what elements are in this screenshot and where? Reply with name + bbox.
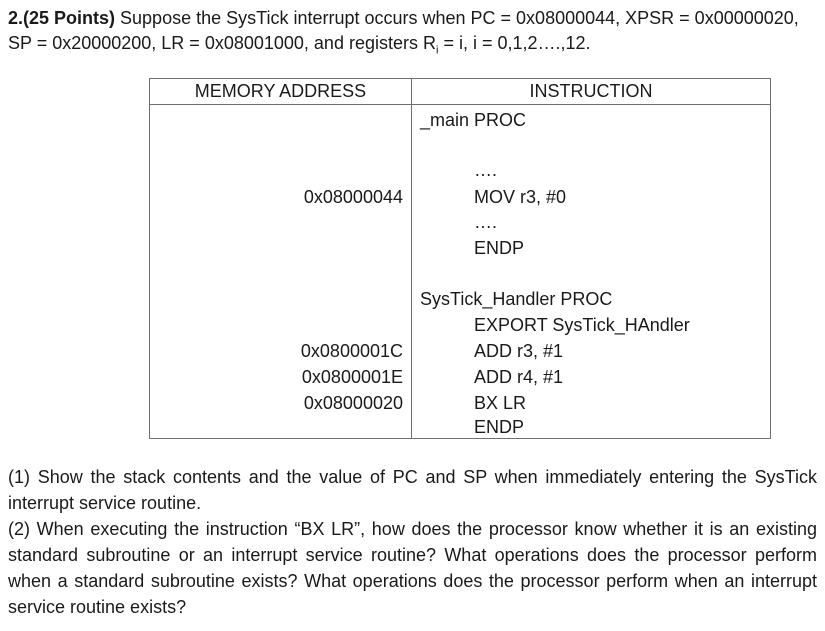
instruction-column — [412, 105, 771, 439]
instruction-line: SysTick_Handler PROC — [420, 289, 613, 309]
instruction-header: INSTRUCTION — [412, 79, 771, 105]
memory-address-header: MEMORY ADDRESS — [150, 79, 412, 105]
instruction-line: _main PROC — [420, 110, 527, 130]
address-cell: 0x08000044 — [303, 187, 403, 207]
address-cell: 0x0800001C — [300, 341, 403, 361]
instruction-line: ADD r3, #1 — [474, 341, 564, 361]
register-subscript: i — [435, 44, 439, 57]
table-header-row — [150, 79, 771, 105]
address-cell: 0x08000020 — [303, 393, 403, 413]
problem-text: Suppose the SysTick interrupt occurs when PC = 0x08000044, XPSR = 0x00000020, — [115, 8, 799, 28]
register-text-rest: = i, i = 0,1,2….,12. — [438, 33, 591, 53]
instruction-line: …. — [474, 160, 498, 180]
instruction-line: …. — [474, 212, 498, 232]
register-text: SP = 0x20000200, LR = 0x08001000, and registers R — [8, 33, 436, 53]
instruction-line: ENDP — [474, 238, 525, 258]
instruction-line: BX LR — [474, 393, 527, 413]
address-cell: 0x0800001E — [301, 367, 403, 387]
instruction-line: ENDP — [474, 417, 525, 437]
question-1: (1) Show the stack contents and the value of PC and SP when immediately entering the SysTick interrupt service routine. — [8, 467, 817, 513]
instruction-line: EXPORT SysTick_HAndler — [474, 315, 690, 335]
instruction-line: ADD r4, #1 — [474, 367, 564, 387]
instruction-line: MOV r3, #0 — [474, 187, 567, 207]
question-2: (2) When executing the instruction “BX LR”, how does the processor know whether it is an existing standard subroutine or an interrupt service routine? What operations does the processor perform when a standard subroutine exists? What operations does the processor perform when an interrupt service routine exists? — [8, 519, 817, 617]
problem-heading: 2.(25 Points) — [8, 8, 116, 28]
code-table — [149, 78, 771, 439]
problem-statement-line-1 — [8, 7, 799, 29]
table-body-row — [150, 105, 771, 439]
address-column — [150, 105, 412, 439]
problem-statement-line-2 — [8, 32, 591, 62]
